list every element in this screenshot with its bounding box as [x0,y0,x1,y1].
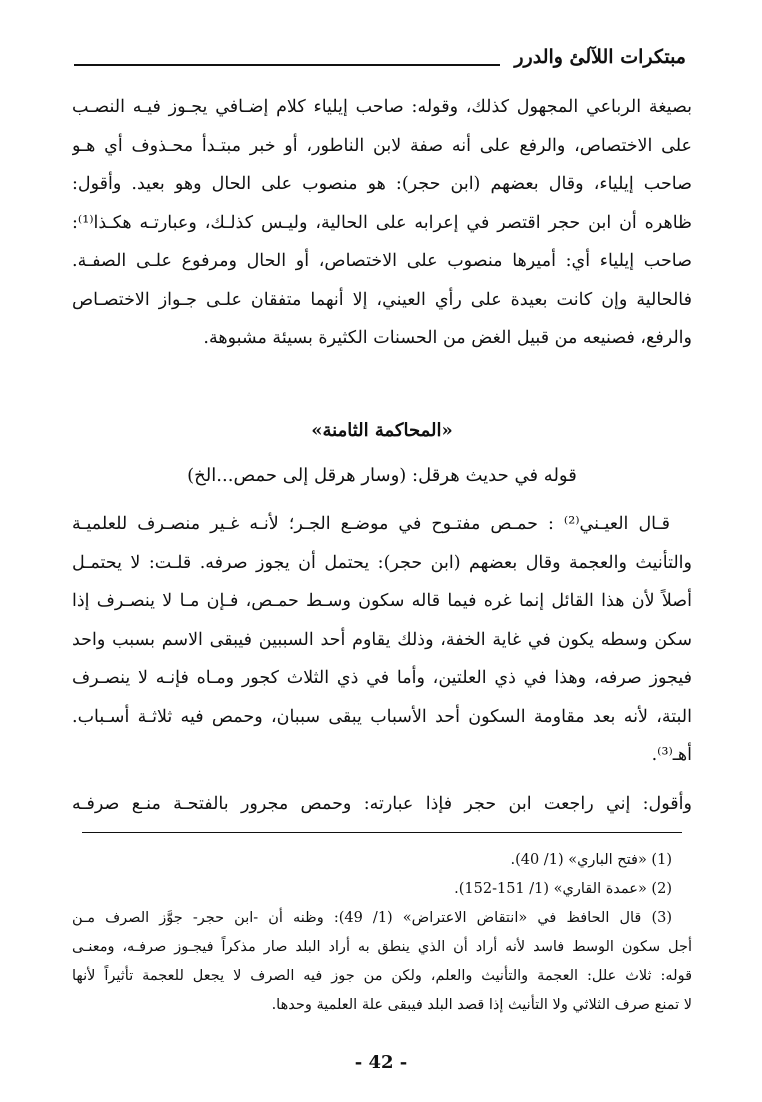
text-line: بصيغة الرباعي المجهول كذلك، وقوله: صاحب إيلياء كلام إضـافي يجـوز فيـه النصـب [72,97,692,117]
text-line: قـال العيـني⁽²⁾ : حمـص مفتـوح في موضـع الجـر؛ لأنـه غـير منصـرف للعلميـة [72,514,670,534]
paragraph-3 [72,785,692,824]
text-line: على الاختصاص، والرفع على أنه صفة لابن الناطور، أو خبر مبتـدأ محـذوف أي هـو [72,135,692,156]
footnote-3-line: قوله: ثلاث علل: العجمة والتأنيث والعلم، ولكن من جوز فيه الصرف لا يجعل للعجمة تأثيراً لأنها [72,968,692,984]
page-number: - 42 - [354,1052,408,1073]
header-rule [74,64,500,66]
subheading: قوله في حديث هرقل: (وسار هرقل إلى حمص...الخ) [187,465,577,486]
paragraph-2 [72,505,692,775]
text-line: البتة، لأنه بعد مقاومة السكون أحد الأسباب يبقى سببان، وحمص فيه ثلاثـة أسـباب. [72,706,692,727]
text-line: فيجوز صرفه، وهذا في ذي العلتين، وأما في ذي الثلاث كجور ومـاه فإنـه لا ينصـرف [72,668,692,688]
paragraph-1 [72,88,692,358]
text-line: أهـ⁽³⁾. [651,745,692,765]
footnote-3-line: لا تمنع صرف الثلاثي ولا التأنيث إذا قصد البلد فيبقى علة العلمية وحدها. [271,997,692,1013]
text-line: فالحالية وإن كانت بعيدة على رأي العيني، إلا أنهما متفقان علـى جـواز الاختصـاص [72,289,692,310]
footnote-2: (2) «عمدة القاري» (1/ 151-152). [454,881,672,897]
text-line: وأقول: إني راجعت ابن حجر فإذا عبارته: وحمص مجرور بالفتحـة منـع صرفـه [72,794,692,814]
section-title: «المحاكمة الثامنة» [311,420,453,441]
text-line: سكن وسطه يكون في غاية الخفة، وذلك يقاوم أحد السببين فيبقى الاسم بسبب واحد [72,629,692,650]
footnote-1: (1) «فتح الباري» (1/ 40). [510,852,672,868]
text-line: والرفع، فصنيعه من قبيل الغض من الحسنات الكثيرة بسيئة مشبوهة. [203,328,692,348]
footnote-3: (3) قال الحافظ في «انتقاض الاعتراض» (1/ 49): وظنه أن -ابن حجر- جوَّز الصرف مـن [72,910,673,926]
text-line: والتأنيث والعجمة وقال بعضهم (ابن حجر): يحتمل أن يجوز صرفه. قلـت: لا يحتمـل [72,552,692,573]
text-line: أصلاً لأن هذا القائل إنما غره فيما قاله سكون وسـط حمـص، فـإن مـا لا ينصـرف إذا [72,591,692,611]
running-header-title: مبتكرات اللآلئ والدرر [514,46,686,68]
text-line: ظاهره أن ابن حجر اقتصر في إعرابه على الحالية، وليـس كذلـك، وعبارتـه هكـذا⁽¹⁾: [72,212,692,233]
footnote-3-line: أجل سكون الوسط فاسد لأنه أراد أن الذي ينطق به أراد البلد صار مذكراً فيجـوز صرفـه، ومعنـى [72,939,692,955]
footnote-separator [82,832,682,833]
text-line: صاحب إيلياء أي: أميرها منصوب على الاختصاص، أو الحال ومرفوع علـى الصفـة. [72,251,692,271]
text-line: صاحب إيلياء، وقال بعضهم (ابن حجر): هو منصوب على الحال وهو بعيد. وأقول: [72,174,692,194]
footnotes [72,846,692,1020]
